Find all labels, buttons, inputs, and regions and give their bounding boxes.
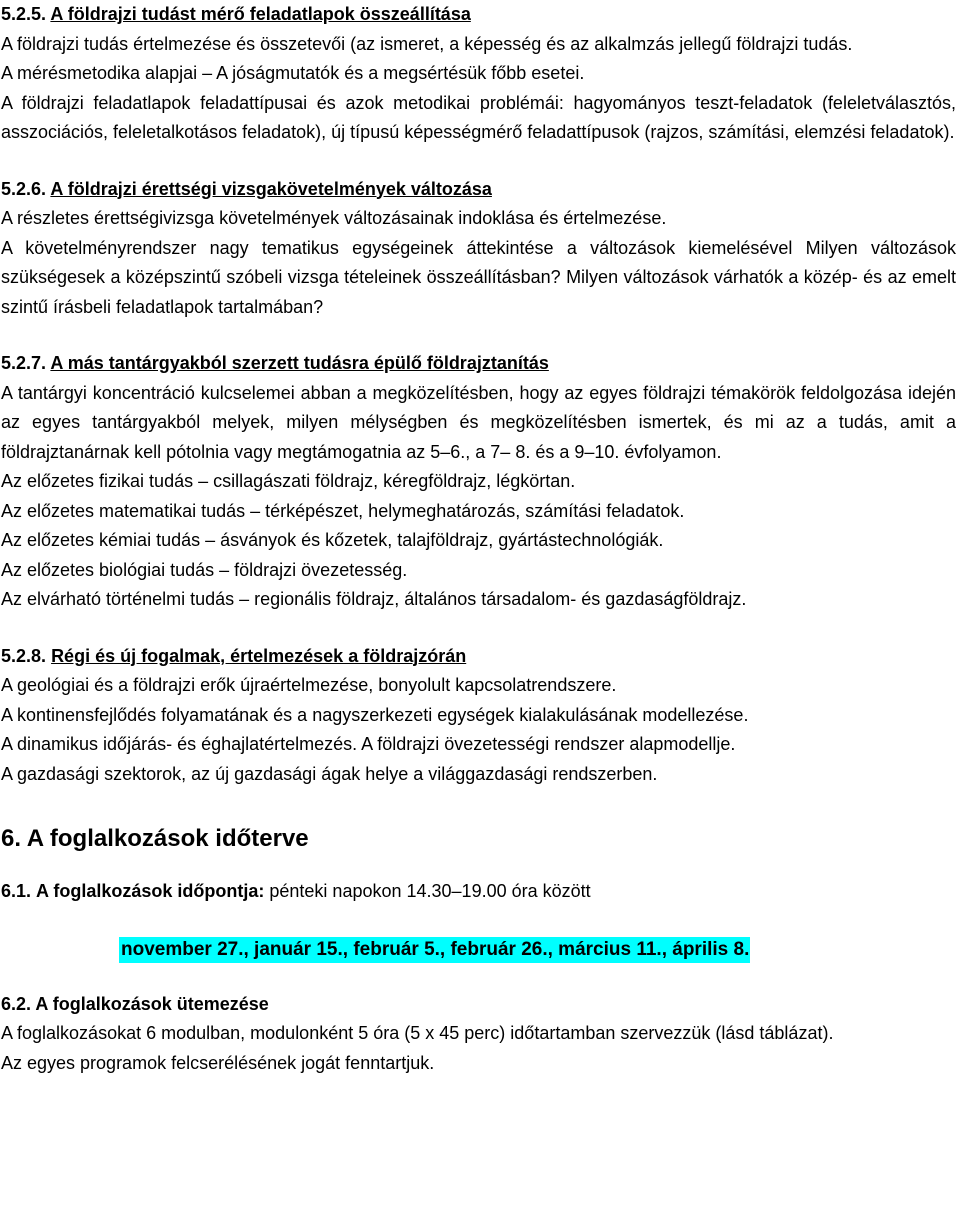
section-528-line-2: A kontinensfejlődés folyamatának és a nagyszerkezeti egységek kialakulásának modellezése. — [1, 704, 749, 725]
section-525-line-3: A földrajzi feladatlapok feladattípusai és azok metodikai problémái: hagyományos teszt-feladatok (feleletválasztós, asszociációs, feleletalkotásos feladatok), új típusú képességmérő feladattípusok (rajzos, számítási, elemzési feladatok). — [1, 92, 956, 142]
spacer — [1, 322, 956, 349]
spacer — [1, 968, 956, 990]
section-527-line-1: A tantárgyi koncentráció kulcselemei abban a megközelítésben, hogy az egyes földrajzi témakörök feldolgozása idején az egyes tantárgyakból melyek, milyen mélységben és megközelítésben ismertek, és mi az a tudás, amit a földrajztanárnak kell pótolnia vagy megtámogatnia az 5–6., a 7– 8. és a 9–10. évfolyamon. — [1, 382, 956, 462]
section-526-number: 5.2.6. — [1, 178, 47, 199]
dates-row — [1, 933, 956, 968]
section-62-heading — [1, 990, 956, 1020]
section-527-line-3: Az előzetes matematikai tudás – térképészet, helymeghatározás, számítási feladatok. — [1, 500, 685, 521]
section-527-number: 5.2.7. — [1, 353, 47, 373]
section-6-title: A foglalkozások időterve — [26, 825, 309, 852]
section-526-heading — [1, 175, 956, 205]
section-61-number: 6.1. — [1, 881, 32, 901]
section-62-line-2: Az egyes programok felcserélésének jogát fenntartjuk. — [1, 1052, 435, 1073]
section-61-text: pénteki napokon 14.30–19.00 óra között — [264, 881, 591, 901]
section-527-heading — [1, 349, 956, 379]
section-526-line-1: A részletes érettségivizsga követelmények változásainak indoklása és értelmezése. — [1, 208, 667, 228]
highlighted-dates: november 27., január 15., február 5., február 26., március 11., április 8. — [119, 937, 750, 963]
section-527-line-5: Az előzetes biológiai tudás – földrajzi övezetesség. — [1, 559, 408, 580]
section-525-number: 5.2.5. — [1, 4, 47, 24]
section-528-heading — [1, 642, 956, 672]
spacer — [1, 907, 956, 933]
section-6-number: 6. — [1, 825, 22, 852]
section-527-line-2: Az előzetes fizikai tudás – csillagászati földrajz, kéregföldrajz, légkörtan. — [1, 471, 576, 491]
section-525-heading — [1, 0, 956, 30]
section-6-heading — [1, 819, 956, 859]
section-527-title: A más tantárgyakból szerzett tudásra épülő földrajztanítás — [50, 353, 549, 373]
section-528-number: 5.2.8. — [1, 645, 47, 666]
section-61-title: A foglalkozások időpontja: — [36, 881, 265, 901]
spacer — [1, 859, 956, 877]
spacer — [1, 148, 956, 175]
section-526-line-2: A követelményrendszer nagy tematikus egységeinek áttekintése a változások kiemelésével Milyen változások szükségesek a középszintű szóbeli vizsga tételeinek összeállításban? Milyen változások várhatók a közép- és az emelt szintű írásbeli feladatlapok tartalmában? — [1, 237, 956, 317]
section-527-line-6: Az elvárható történelmi tudás – regionális földrajz, általános társadalom- és gazdaságföldrajz. — [1, 589, 747, 609]
section-528-line-3: A dinamikus időjárás- és éghajlatértelmezés. A földrajzi övezetességi rendszer alapmodellje. — [1, 734, 736, 754]
section-525-line-1: A földrajzi tudás értelmezése és összetevői (az ismeret, a képesség és az alkalmzás jellegű földrajzi tudás. — [1, 33, 853, 54]
spacer — [1, 789, 956, 819]
section-62-number: 6.2. — [1, 993, 32, 1014]
section-526-title: A földrajzi érettségi vizsgakövetelmények változása — [50, 178, 492, 199]
section-525-title: A földrajzi tudást mérő feladatlapok összeállítása — [50, 4, 471, 24]
section-61-heading — [1, 877, 956, 907]
section-62-line-1: A foglalkozásokat 6 modulban, modulonként 5 óra (5 x 45 perc) időtartamban szervezzük (lásd táblázat). — [1, 1023, 834, 1043]
section-525-line-2: A mérésmetodika alapjai – A jóságmutatók és a megsértésük főbb esetei. — [1, 63, 585, 83]
section-528-line-4: A gazdasági szektorok, az új gazdasági ágak helye a világgazdasági rendszerben. — [1, 763, 658, 784]
section-528-line-1: A geológiai és a földrajzi erők újraértelmezése, bonyolult kapcsolatrendszere. — [1, 675, 617, 695]
section-62-title: A foglalkozások ütemezése — [35, 993, 269, 1014]
section-528-title: Régi és új fogalmak, értelmezések a földrajzórán — [51, 645, 467, 666]
spacer — [1, 615, 956, 642]
section-527-line-4: Az előzetes kémiai tudás – ásványok és kőzetek, talajföldrajz, gyártástechnológiák. — [1, 530, 664, 550]
